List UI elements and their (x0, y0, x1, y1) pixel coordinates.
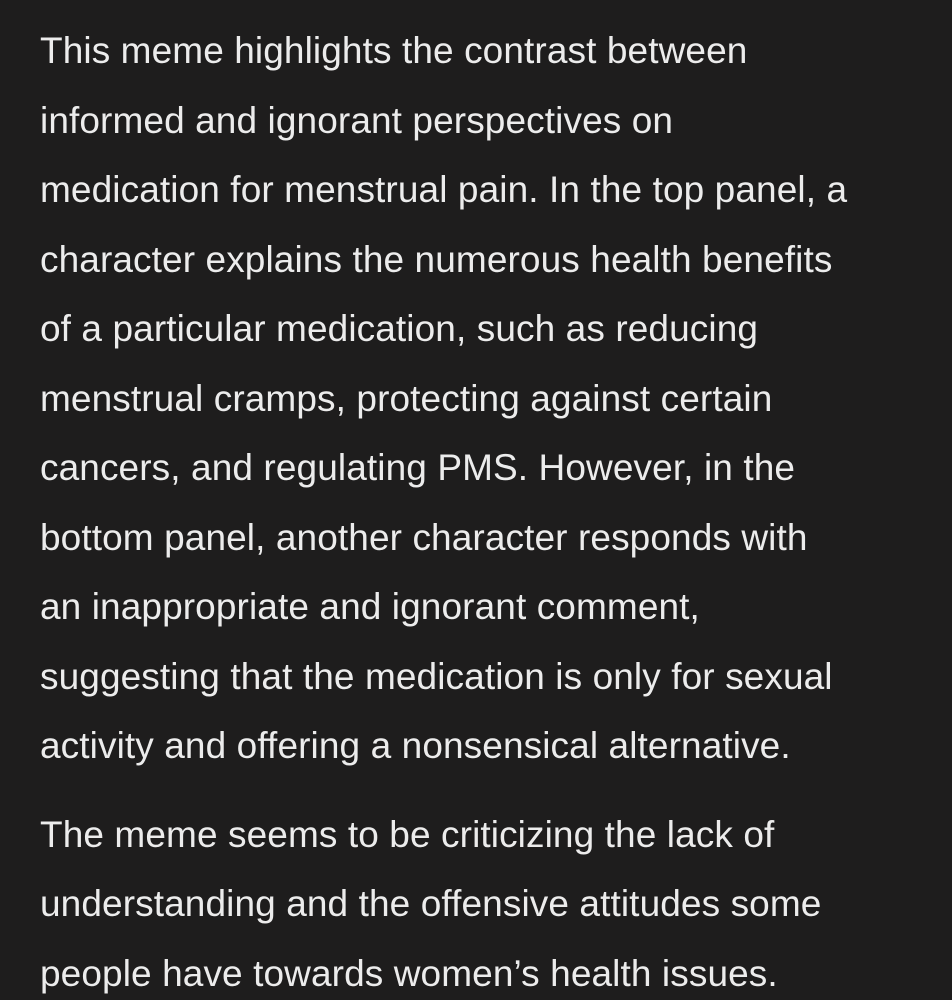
paragraph-line: This meme highlights the contrast between (40, 30, 748, 71)
paragraph-line: cancers, and regulating PMS. However, in the (40, 447, 796, 488)
paragraph-line: character explains the numerous health benefits (40, 238, 833, 280)
paragraph-line: understanding and the offensive attitudes some (40, 883, 822, 924)
paragraph-line: an inappropriate and ignorant comment, (40, 586, 700, 627)
paragraph-line: menstrual cramps, protecting against certain (40, 377, 773, 419)
message-paragraph (40, 16, 912, 781)
paragraph-line: activity and offering a nonsensical alternative. (40, 725, 791, 766)
paragraph-line: informed and ignorant perspectives on (40, 99, 674, 141)
paragraph-line: people have towards women’s health issues. (40, 952, 778, 994)
paragraph-line: medication for menstrual pain. In the top panel, a (40, 169, 848, 210)
message-paragraph (40, 800, 912, 1000)
paragraph-line: The meme seems to be criticizing the lack of (40, 813, 775, 855)
paragraph-line: of a particular medication, such as reducing (40, 308, 759, 349)
paragraph-line: suggesting that the medication is only for sexual (40, 655, 833, 697)
paragraph-line: bottom panel, another character responds with (40, 516, 808, 558)
